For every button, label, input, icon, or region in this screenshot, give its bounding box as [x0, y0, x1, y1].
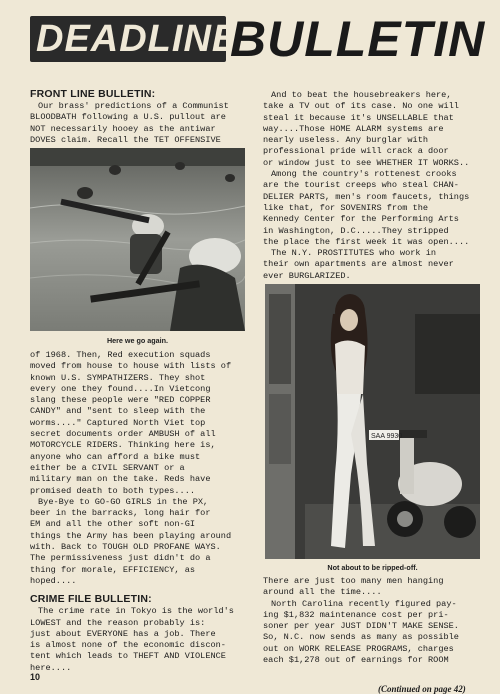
text-line: is almost none of the economic discon-: [30, 640, 226, 651]
text-line: moved from house to house with lists of: [30, 361, 232, 372]
text-line: known U.S. SYMPATHIZERS. They shot: [30, 372, 206, 383]
text-line: There are just too many men hanging: [263, 576, 444, 586]
text-line: thing for morale, EFFICIENCY, as: [30, 564, 196, 575]
woman-scooter-image: [265, 284, 480, 559]
text-line: around all the time....: [263, 587, 382, 598]
text-line: DOVES claim. Recall the TET OFFENSIVE: [30, 134, 221, 145]
woman-scooter-caption: Not about to be ripped-off.: [327, 563, 418, 572]
soldiers-image: [30, 148, 245, 331]
text-line: just about EVERYONE has a job. There: [30, 628, 216, 639]
text-line: BLOODBATH following a U.S. pullout are: [30, 112, 226, 123]
text-line: Our brass' predictions of a Communist: [38, 101, 229, 111]
text-line: out on WORK RELEASE PROGRAMS, charges: [263, 643, 454, 654]
front-line-bottom: [30, 350, 255, 674]
text-line: things the Army has been playing around: [30, 530, 232, 541]
text-line: of 1968. Then, Red execution squads: [30, 350, 211, 360]
text-line: The permissiveness just didn't do a: [30, 553, 211, 564]
text-line: or window just to see WHETHER IT WORKS..: [263, 157, 470, 168]
text-line: EM and all the other soft non-GI: [30, 519, 196, 530]
text-line: military man on the take. Reds have: [30, 474, 211, 485]
text-line: anyone who can afford a bike must: [30, 451, 201, 462]
text-line: slang these people were "RED COPPER: [30, 395, 211, 406]
text-line: DELIER PARTS, men's room faucets, things: [263, 191, 470, 202]
front-line-heading: FRONT LINE BULLETIN:: [30, 88, 156, 100]
masthead-deadline: DEADLINE: [36, 18, 239, 60]
right-col-bottom: [263, 576, 483, 666]
text-line: CANDY" and "sent to sleep with the: [30, 406, 206, 417]
text-line: So, N.C. now sends as many as possible: [263, 632, 459, 643]
text-line: ing $1,832 maintenance cost per pri-: [263, 609, 449, 620]
right-col-top: [263, 90, 481, 282]
text-line: beer in the barracks, long hair for: [30, 508, 211, 519]
text-line: hoped....: [30, 575, 77, 586]
text-line: soner per year JUST DIDN'T MAKE SENSE.: [263, 621, 459, 632]
text-line: nearly useless. Any burglar with: [263, 135, 429, 146]
text-line: MOTORCYCLE RIDERS. Thinking here is,: [30, 440, 216, 451]
text-line: LOWEST and the reason probably is:: [30, 617, 206, 628]
continued-note: (Continued on page 42): [378, 684, 466, 694]
text-line: tent which leads to THEFT AND VIOLENCE: [30, 651, 226, 662]
text-line: way....Those HOME ALARM systems are: [263, 123, 444, 134]
text-line: each $1,278 out of earnings for ROOM: [263, 655, 449, 666]
text-line: Among the country's rottenest crooks: [271, 169, 457, 180]
text-line: every one they found....In Vietcong: [30, 383, 211, 394]
text-line: either be a CIVIL SERVANT or a: [30, 462, 185, 473]
text-line: The N.Y. PROSTITUTES who work in: [271, 248, 437, 259]
text-line: promised death to both types....: [30, 485, 196, 496]
text-line: the place the first week it was open....: [263, 236, 470, 247]
masthead: [30, 11, 486, 70]
text-line: their own apartments are almost never: [263, 259, 454, 270]
text-line: Bye-Bye to GO-GO GIRLS in the PX,: [38, 496, 209, 507]
license-plate: SAA 9930: [371, 433, 403, 440]
text-line: steal it because it's UNSELLABLE that: [263, 112, 454, 123]
text-line: NOT necessarily hooey as the antiwar: [30, 123, 216, 134]
crime-file-heading: CRIME FILE BULLETIN:: [30, 593, 152, 606]
soldiers-photo: [30, 148, 245, 331]
text-line: professional pride will crack a door: [263, 146, 449, 157]
text-line: secret documents order AMBUSH of all: [30, 429, 216, 440]
text-line: North Carolina recently figured pay-: [271, 598, 457, 609]
text-line: And to beat the housebreakers here,: [271, 90, 452, 100]
soldiers-caption: Here we go again.: [106, 336, 169, 345]
front-line-top: [30, 88, 250, 146]
woman-scooter-photo: [265, 284, 480, 559]
text-line: worms...." Captured North Viet top: [30, 417, 206, 428]
text-line: The crime rate in Tokyo is the world's: [38, 606, 234, 617]
text-line: here....: [30, 662, 72, 673]
text-line: ever BURGLARIZED.: [263, 270, 351, 281]
masthead-bulletin: BULLETIN: [230, 11, 486, 67]
text-line: like that, for SOVENIRS from the: [263, 202, 429, 213]
text-line: take a TV out of its case. No one will: [263, 101, 459, 112]
masthead-deadline-box: [30, 16, 239, 62]
page-number: 10: [30, 672, 41, 682]
text-line: are the tourist creeps who steal CHAN-: [263, 180, 459, 191]
text-line: Kennedy Center for the Performing Arts: [263, 214, 459, 225]
text-line: with. Back to TOUGH OLD PROFANE WAYS.: [30, 542, 221, 553]
text-line: in Washington, D.C.....They stripped: [263, 225, 449, 236]
